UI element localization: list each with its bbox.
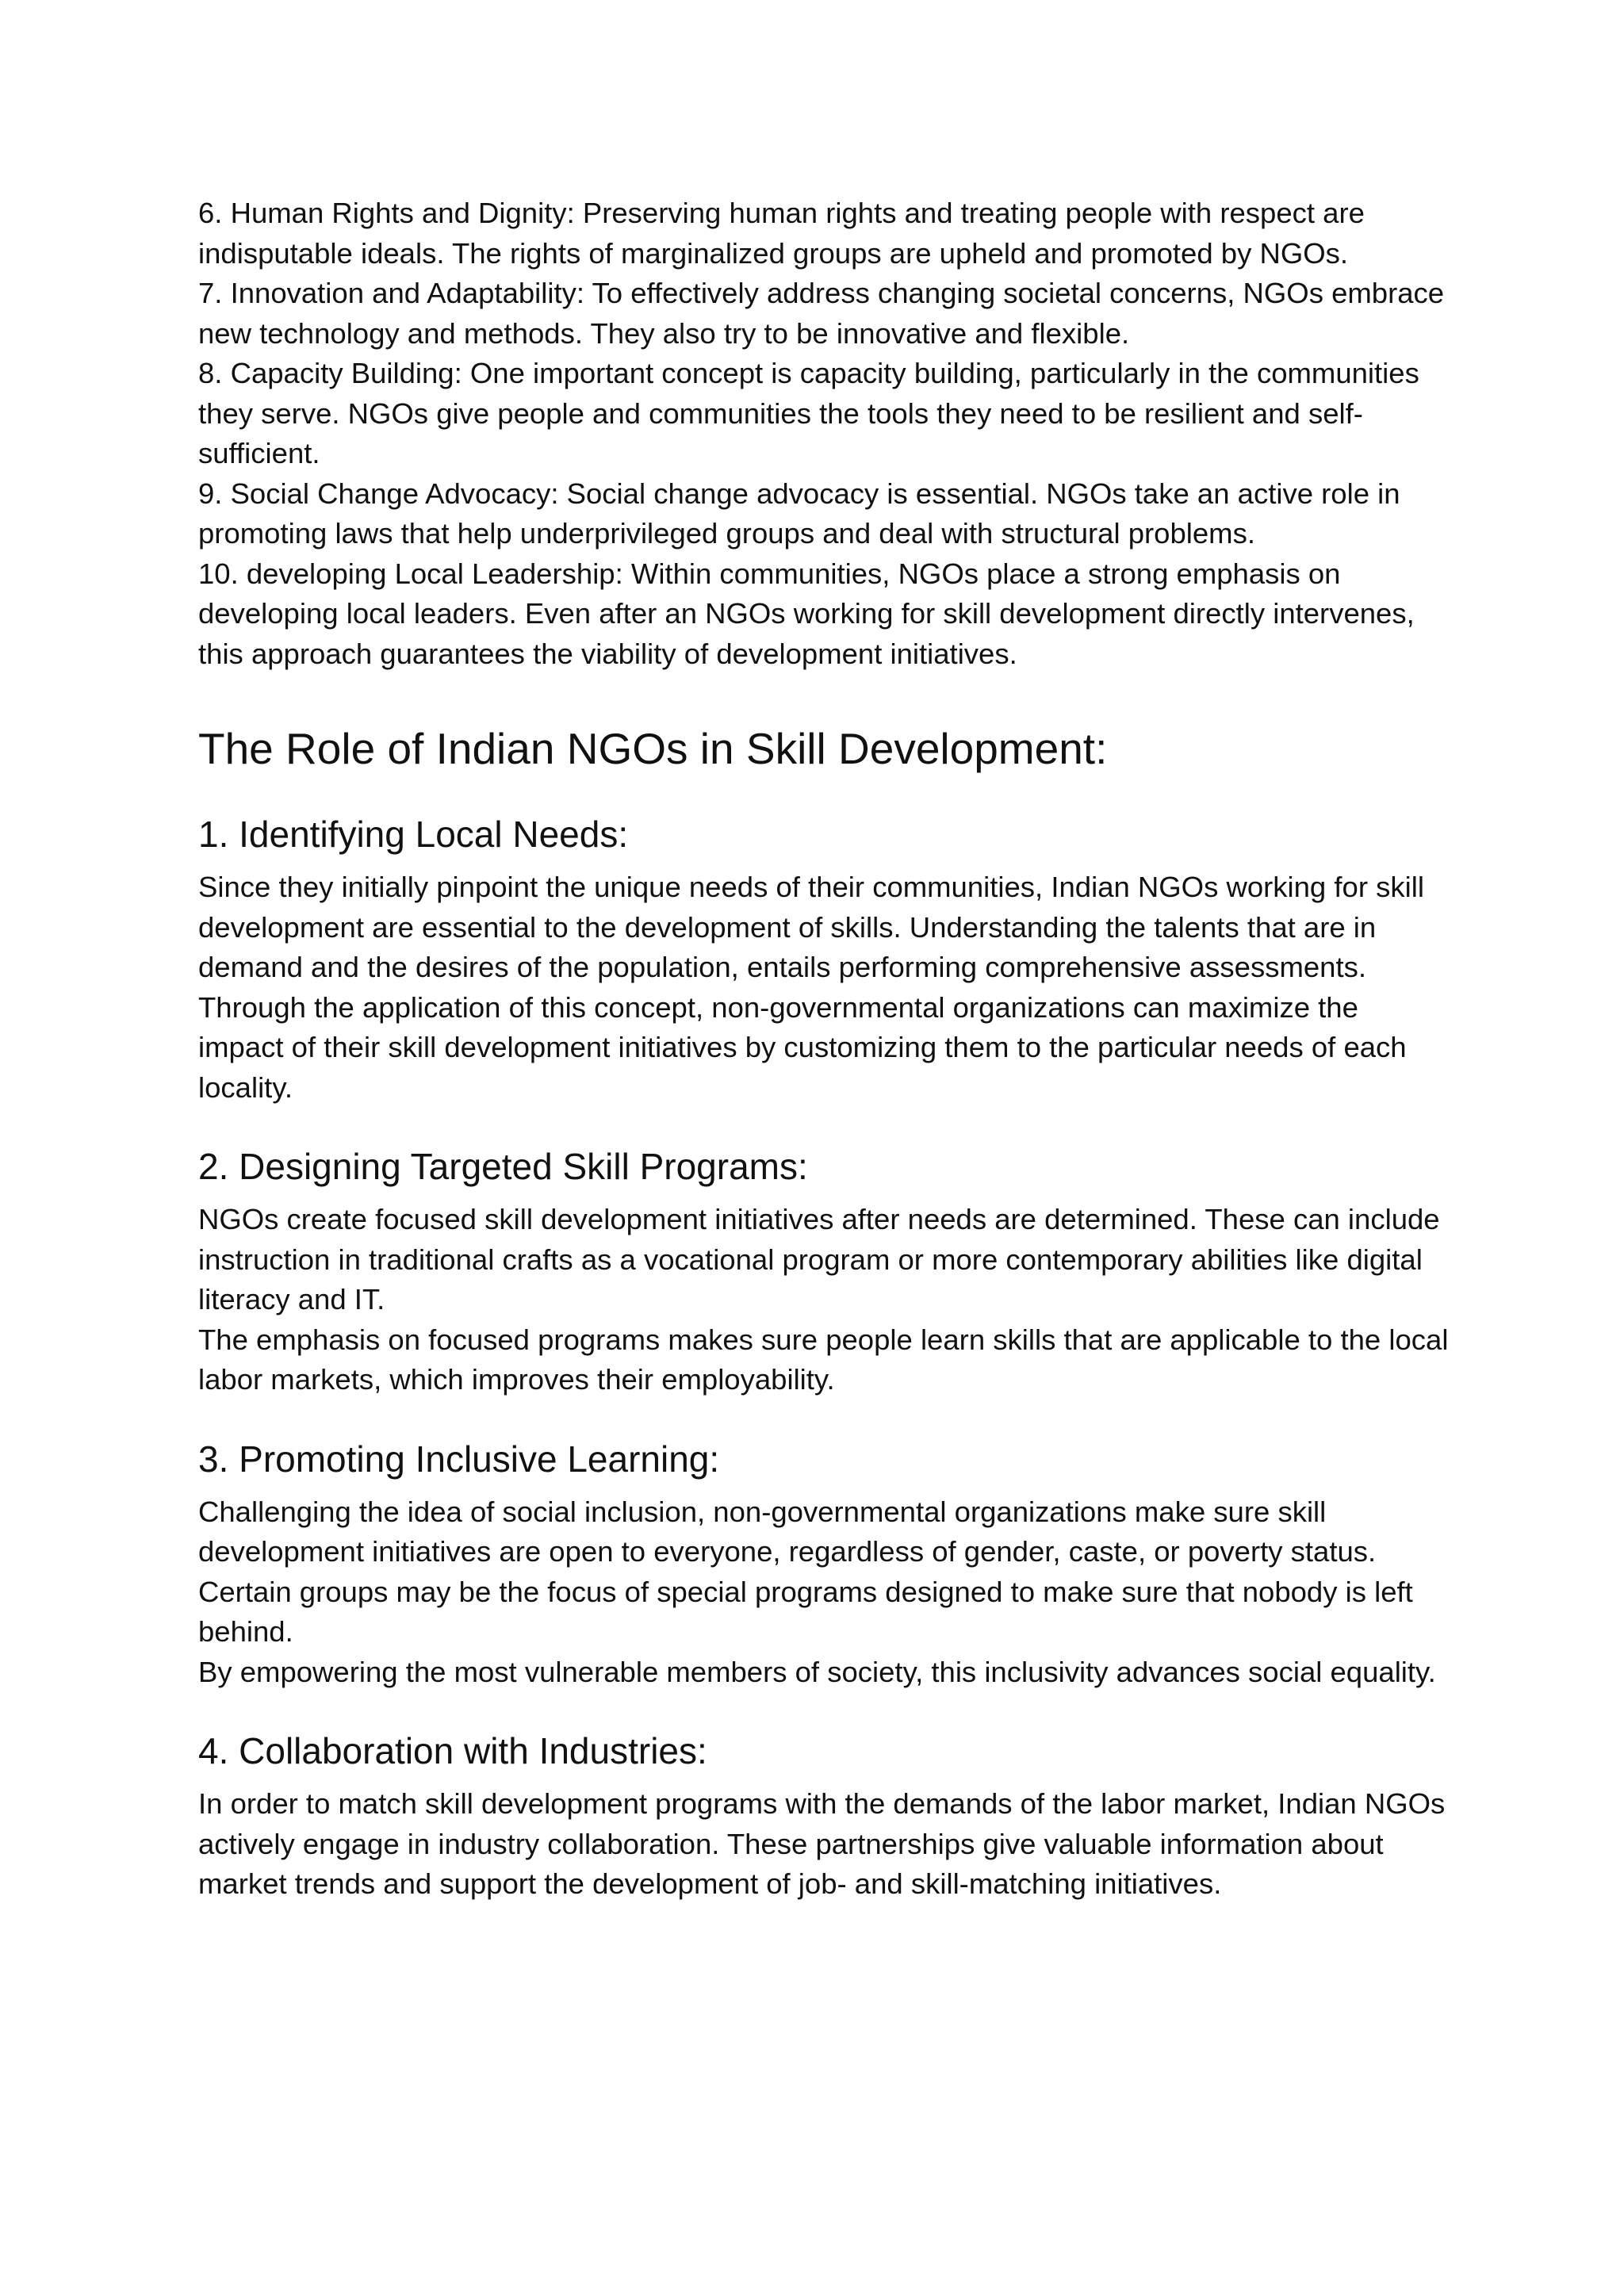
section-paragraph: Since they initially pinpoint the unique needs of their communities, Indian NGOs working for skill development are essential to the development of skills. Understanding the talents that are in demand and the desires of the population, entails performing comprehensive assessments. [198,871,1424,983]
principles-list [198,193,1451,674]
main-heading: The Role of Indian NGOs in Skill Development: [198,724,1108,773]
section-heading: 1. Identifying Local Needs: [198,814,629,855]
section-paragraph: Challenging the idea of social inclusion, non-governmental organizations make sure skill development initiatives are open to everyone, regardless of gender, caste, or poverty status. Certain groups may be the focus of special programs designed to make sure that nobody is left behind. [198,1495,1413,1648]
section-collaboration-with-industries [198,1729,1451,1905]
document-page [198,193,1451,1905]
section-paragraph: By empowering the most vulnerable members of society, this inclusivity advances social equality. [198,1655,1436,1688]
section-paragraph: In order to match skill development programs with the demands of the labor market, Indian NGOs actively engage in industry collaboration. These partnerships give valuable information about market trends and support the development of job- and skill-matching initiatives. [198,1787,1446,1900]
section-heading: 4. Collaboration with Industries: [198,1730,707,1771]
section-heading: 3. Promoting Inclusive Learning: [198,1438,720,1480]
section-promoting-inclusive-learning [198,1437,1451,1693]
section-identifying-local-needs [198,812,1451,1108]
section-designing-targeted-skill-programs [198,1144,1451,1400]
list-item: 9. Social Change Advocacy: Social change advocacy is essential. NGOs take an active role in promoting laws that help underprivileged groups and deal with structural problems. [198,477,1400,550]
list-item: 8. Capacity Building: One important concept is capacity building, particularly in the communities they serve. NGOs give people and communities the tools they need to be resilient and self-sufficient. [198,357,1419,469]
section-heading: 2. Designing Targeted Skill Programs: [198,1146,808,1187]
section-paragraph: Through the application of this concept, non-governmental organizations can maximize the impact of their skill development initiatives by customizing them to the particular needs of each locality. [198,990,1407,1104]
section-paragraph: The emphasis on focused programs makes sure people learn skills that are applicable to the local labor markets, which improves their employability. [198,1323,1449,1396]
section-paragraph: NGOs create focused skill development initiatives after needs are determined. These can include instruction in traditional crafts as a vocational program or more contemporary abilities like digital literacy and IT. [198,1203,1440,1316]
list-item: 7. Innovation and Adaptability: To effectively address changing societal concerns, NGOs embrace new technology and methods. They also try to be innovative and flexible. [198,277,1445,350]
list-item: 6. Human Rights and Dignity: Preserving human rights and treating people with respect are indisputable ideals. The rights of marginalized groups are upheld and promoted by NGOs. [198,197,1365,270]
list-item: 10. developing Local Leadership: Within communities, NGOs place a strong emphasis on developing local leaders. Even after an NGOs working for skill development directly intervenes, this approach guarantees the viability of development initiatives. [198,557,1415,670]
